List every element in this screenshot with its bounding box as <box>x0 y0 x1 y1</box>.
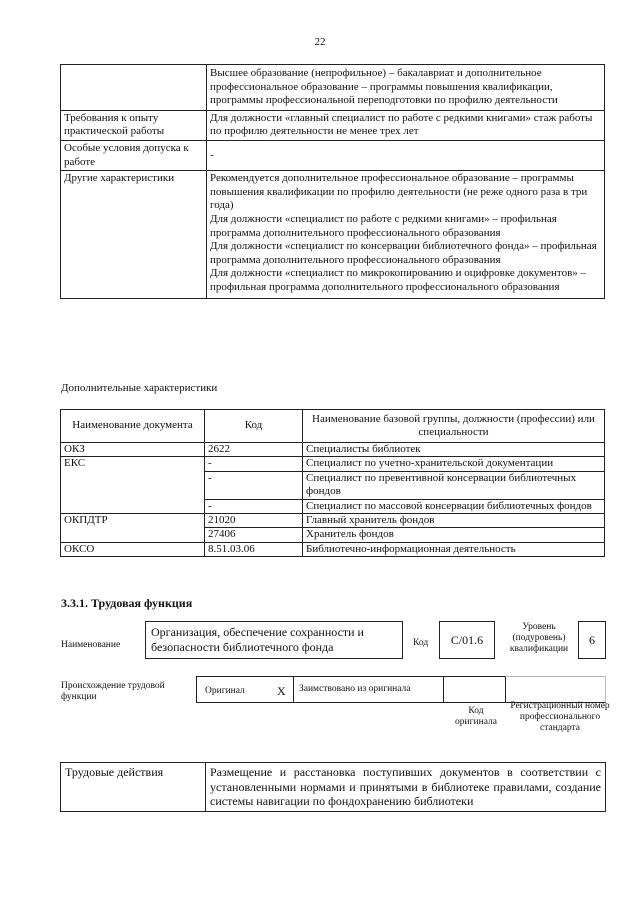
req-value: - <box>207 140 605 170</box>
function-name-value: Организация, обеспечение сохранности и безопасности библиотечного фонда <box>151 625 364 654</box>
reg-number-label: Регистрационный номер профессионального стандарта <box>510 701 610 733</box>
function-name-label: Наименование <box>61 640 121 650</box>
original-checkbox[interactable]: X <box>277 684 286 698</box>
cell-code: 2622 <box>205 443 303 457</box>
function-level-box <box>578 621 606 659</box>
table-row <box>61 457 605 471</box>
cell-name: Специалист по учетно-хранительской документации <box>303 457 605 471</box>
table-row <box>61 514 605 528</box>
function-code-box <box>439 621 495 659</box>
table-row <box>61 110 605 140</box>
function-level-label: Уровень (подуровень) квалификации <box>509 622 569 654</box>
cell-code: 8.51.03.06 <box>205 542 303 556</box>
additional-table <box>60 409 605 557</box>
header-name: Наименование базовой группы, должности (профессии) или специальности <box>303 410 605 443</box>
actions-table <box>60 762 606 812</box>
function-title: 3.3.1. Трудовая функция <box>61 596 193 610</box>
function-code-value: С/01.6 <box>450 633 484 647</box>
cell-doc: ОКЗ <box>61 443 205 457</box>
header-doc: Наименование документа <box>61 410 205 443</box>
cell-code: 27406 <box>205 528 303 542</box>
req-label: Особые условия допуска к работе <box>61 140 207 170</box>
actions-value: Размещение и расстановка поступивших документов в соответствии с установленными нормами и принятыми в библиотеке правилами, создание системы навигации по фондохранению библиотеки <box>206 763 606 812</box>
cell-name: Главный хранитель фондов <box>303 514 605 528</box>
cell-name: Специалист по массовой консервации библиотечных фондов <box>303 499 605 513</box>
code-original-box <box>444 676 506 703</box>
table-row <box>61 763 606 812</box>
header-code: Код <box>205 410 303 443</box>
origin-label: Происхождение трудовой функции <box>61 681 165 702</box>
page-number: 22 <box>314 36 326 48</box>
req-label: Другие характеристики <box>61 171 207 298</box>
req-value: Рекомендуется дополнительное профессиональное образование – программы повышения квалификации по профилю деятельности (не реже одного раза в три года) Для должности «специалист по работе с редкими книгами» – профильная программа дополнительного профессионального образования Для должности «специалист по консервации библиотечного фонда» – профильная программа дополнительного профессионального образования Для должности «специалист по микрокопированию и оцифровке документов» – профильная программа дополнительного профессионального образования <box>207 171 605 298</box>
function-name-box <box>145 621 403 659</box>
cell-code: - <box>205 499 303 513</box>
code-original-label: Код оригинала <box>455 706 497 727</box>
cell-code: - <box>205 471 303 499</box>
original-label: Оригинал <box>205 686 245 696</box>
reg-number-box <box>505 676 606 703</box>
cell-name: Специалисты библиотек <box>303 443 605 457</box>
origin-divider <box>293 676 294 703</box>
cell-name: Библиотечно-информационная деятельность <box>303 542 605 556</box>
table-row <box>61 542 605 556</box>
additional-title: Дополнительные характеристики <box>61 382 218 394</box>
table-row <box>61 140 605 170</box>
cell-doc: ЕКС <box>61 457 205 514</box>
table-row <box>61 65 605 111</box>
requirements-table <box>60 64 605 299</box>
req-label <box>61 65 207 111</box>
req-label: Требования к опыту практической работы <box>61 110 207 140</box>
cell-doc: ОКПДТР <box>61 514 205 543</box>
cell-name: Специалист по превентивной консервации библиотечных фондов <box>303 471 605 499</box>
cell-code: 21020 <box>205 514 303 528</box>
table-header-row <box>61 410 605 443</box>
cell-name: Хранитель фондов <box>303 528 605 542</box>
table-row <box>61 443 605 457</box>
cell-code: - <box>205 457 303 471</box>
table-row <box>61 171 605 298</box>
function-code-label: Код <box>413 638 429 648</box>
function-level-value: 6 <box>589 633 595 647</box>
cell-doc: ОКСО <box>61 542 205 556</box>
req-value: Высшее образование (непрофильное) – бакалавриат и дополнительное профессиональное образование – программы повышения квалификации, программы профессиональной переподготовки по профилю деятельности <box>207 65 605 111</box>
borrowed-label: Заимствовано из оригинала <box>299 684 411 694</box>
actions-label: Трудовые действия <box>61 763 206 812</box>
req-value: Для должности «главный специалист по работе с редкими книгами» стаж работы по профилю деятельности не менее трех лет <box>207 110 605 140</box>
